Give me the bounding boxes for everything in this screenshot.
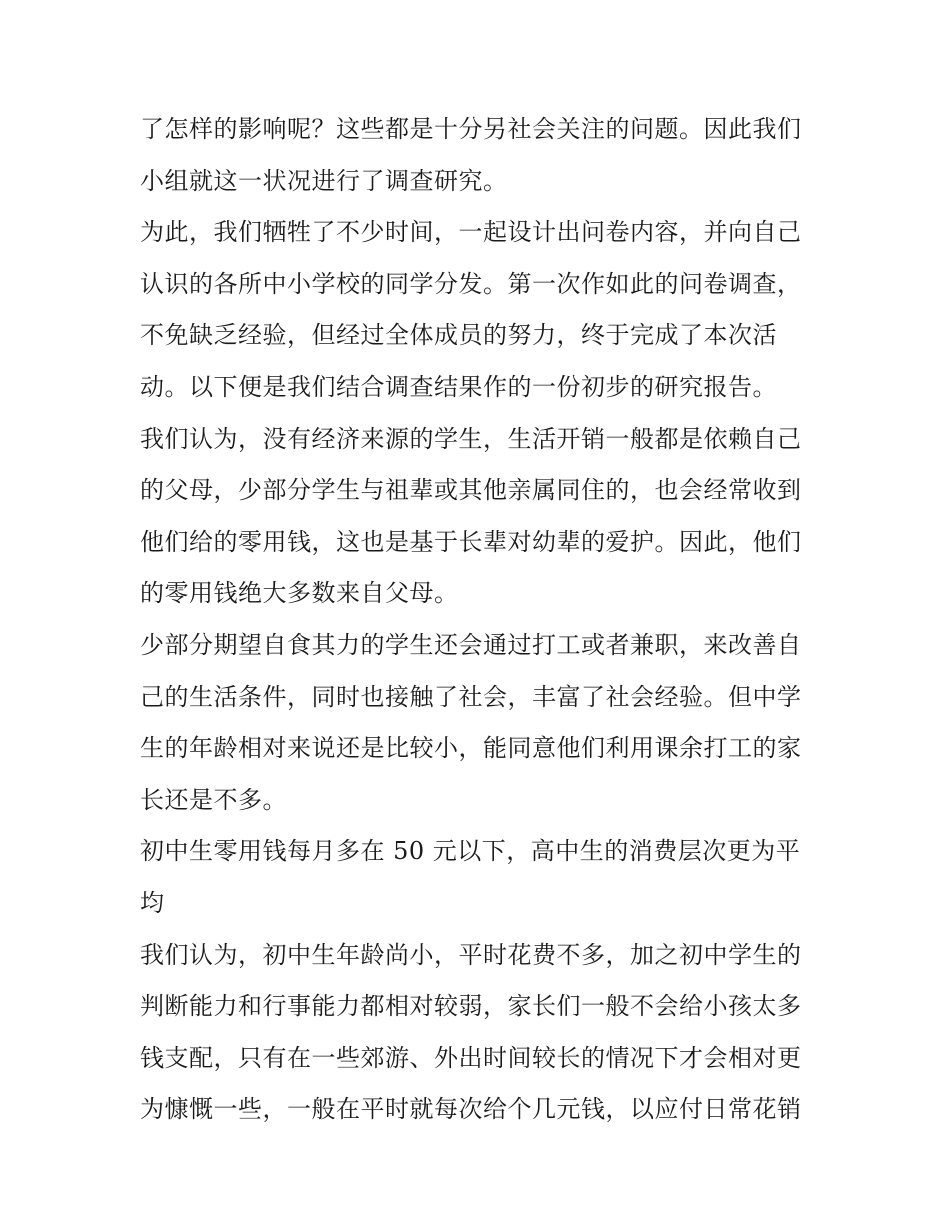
text-line: 的父母，少部分学生与祖辈或其他亲属同住的，也会经常收到 (140, 476, 802, 505)
text-line: 均 (140, 888, 165, 917)
text-line: 生的年龄相对来说还是比较小，能同意他们利用课余打工的家 (140, 734, 802, 763)
text-line: 为慷慨一些，一般在平时就每次给个几元钱，以应付日常花销 (140, 1095, 802, 1124)
text-line: 长还是不多。 (140, 785, 287, 814)
text-line: 初中生零用钱每月多在 50 元以下，高中生的消费层次更为平 (140, 837, 801, 866)
text-line: 他们给的零用钱，这也是基于长辈对幼辈的爱护。因此，他们 (140, 527, 802, 556)
text-line: 己的生活条件，同时也接触了社会，丰富了社会经验。但中学 (140, 682, 802, 711)
text-line: 小组就这一状况进行了调查研究。 (140, 166, 508, 195)
text-line: 判断能力和行事能力都相对较弱，家长们一般不会给小孩太多 (140, 992, 802, 1021)
body-text (140, 104, 820, 1136)
text-line: 我们认为，初中生年龄尚小，平时花费不多，加之初中学生的 (140, 940, 802, 969)
text-line: 钱支配，只有在一些郊游、外出时间较长的情况下才会相对更 (140, 1043, 802, 1072)
text-line: 不免缺乏经验，但经过全体成员的努力，终于完成了本次活 (140, 321, 777, 350)
text-line: 的零用钱绝大多数来自父母。 (140, 579, 459, 608)
text-line: 认识的各所中小学校的同学分发。第一次作如此的问卷调查， (140, 269, 802, 298)
text-line: 了怎样的影响呢？这些都是十分另社会关注的问题。因此我们 (140, 115, 802, 143)
text-line: 为此，我们牺牲了不少时间，一起设计出问卷内容，并向自己 (140, 218, 802, 247)
text-line: 动。以下便是我们结合调查结果作的一份初步的研究报告。 (140, 372, 777, 401)
text-line: 少部分期望自食其力的学生还会通过打工或者兼职，来改善自 (140, 630, 802, 659)
text-line: 我们认为，没有经济来源的学生，生活开销一般都是依赖自己 (140, 424, 802, 453)
